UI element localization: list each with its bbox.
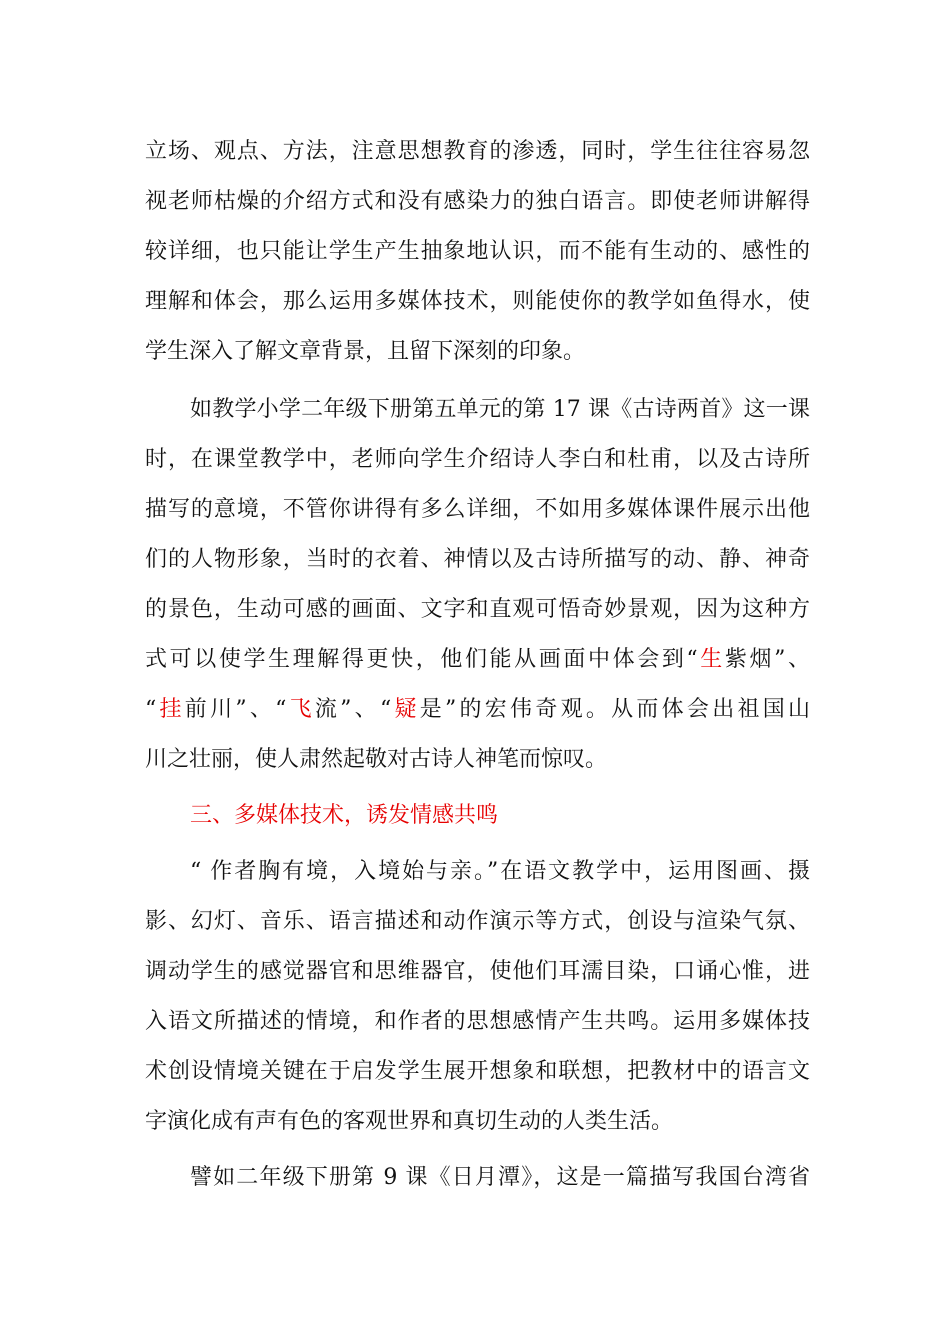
paragraph1-line2: 视老师枯燥的介绍方式和没有感染力的独白语言。即使老师讲解得 — [145, 189, 810, 214]
line6-text-post: 紫烟”、 — [724, 647, 810, 672]
paragraph1-line5: 学生深入了解文章背景，且留下深刻的印象。 — [145, 339, 586, 364]
line7-highlight-2: 飞 — [286, 697, 315, 722]
paragraph2-line5: 的景色，生动可感的画面、文字和直观可悟奇妙景观，因为这种方 — [145, 597, 810, 622]
paragraph2-line2: 时，在课堂教学中，老师向学生介绍诗人李白和杜甫，以及古诗所 — [145, 447, 810, 472]
line7-text-2: 流”、“ — [314, 697, 392, 722]
paragraph4-line1: 譬如二年级下册第 9 课《日月潭》，这是一篇描写我国台湾省 — [190, 1165, 810, 1190]
line6-text-pre: 式可以使学生理解得更快，他们能从画面中体会到“ — [145, 647, 698, 672]
line7-quote-open: “ — [145, 697, 157, 722]
paragraph3-line6: 字演化成有声有色的客观世界和真切生动的人类生活。 — [145, 1109, 674, 1134]
paragraph2-line3: 描写的意境，不管你讲得有多么详细，不如用多媒体课件展示出他 — [145, 497, 810, 522]
paragraph2-line1: 如教学小学二年级下册第五单元的第 17 课《古诗两首》这一课 — [190, 397, 810, 422]
line7-highlight-1: 挂 — [156, 697, 185, 722]
paragraph1-line1: 立场、观点、方法，注意思想教育的渗透，同时，学生往往容易忽 — [145, 139, 810, 164]
paragraph1-line4: 理解和体会，那么运用多媒体技术，则能使你的教学如鱼得水，使 — [145, 289, 810, 314]
line7-text-1: 前川”、“ — [184, 697, 287, 722]
paragraph3-line1: “ 作者胸有境，入境始与亲。”在语文教学中，运用图画、摄 — [190, 859, 810, 884]
paragraph3-line5: 术创设情境关键在于启发学生展开想象和联想，把教材中的语言文 — [145, 1059, 810, 1084]
section-heading-3: 三、多媒体技术，诱发情感共鸣 — [190, 803, 499, 828]
paragraph2-line8: 川之壮丽，使人肃然起敬对古诗人神笔而惊叹。 — [145, 747, 608, 772]
line6-highlight: 生 — [697, 647, 725, 672]
line7-text-3: 是”的宏伟奇观。从而体会出祖国山 — [419, 697, 810, 722]
line7-highlight-3: 疑 — [391, 697, 420, 722]
paragraph3-line4: 入语文所描述的情境，和作者的思想感情产生共鸣。运用多媒体技 — [145, 1009, 810, 1034]
paragraph2-line7 — [145, 690, 810, 730]
paragraph2-line6 — [145, 640, 810, 680]
paragraph2-line4: 们的人物形象，当时的衣着、神情以及古诗所描写的动、静、神奇 — [145, 547, 810, 572]
paragraph3-line2: 影、幻灯、音乐、语言描述和动作演示等方式，创设与渲染气氛、 — [145, 909, 810, 934]
paragraph3-line3: 调动学生的感觉器官和思维器官，使他们耳濡目染，口诵心惟，进 — [145, 959, 810, 984]
paragraph1-line3: 较详细，也只能让学生产生抽象地认识，而不能有生动的、感性的 — [145, 239, 810, 264]
